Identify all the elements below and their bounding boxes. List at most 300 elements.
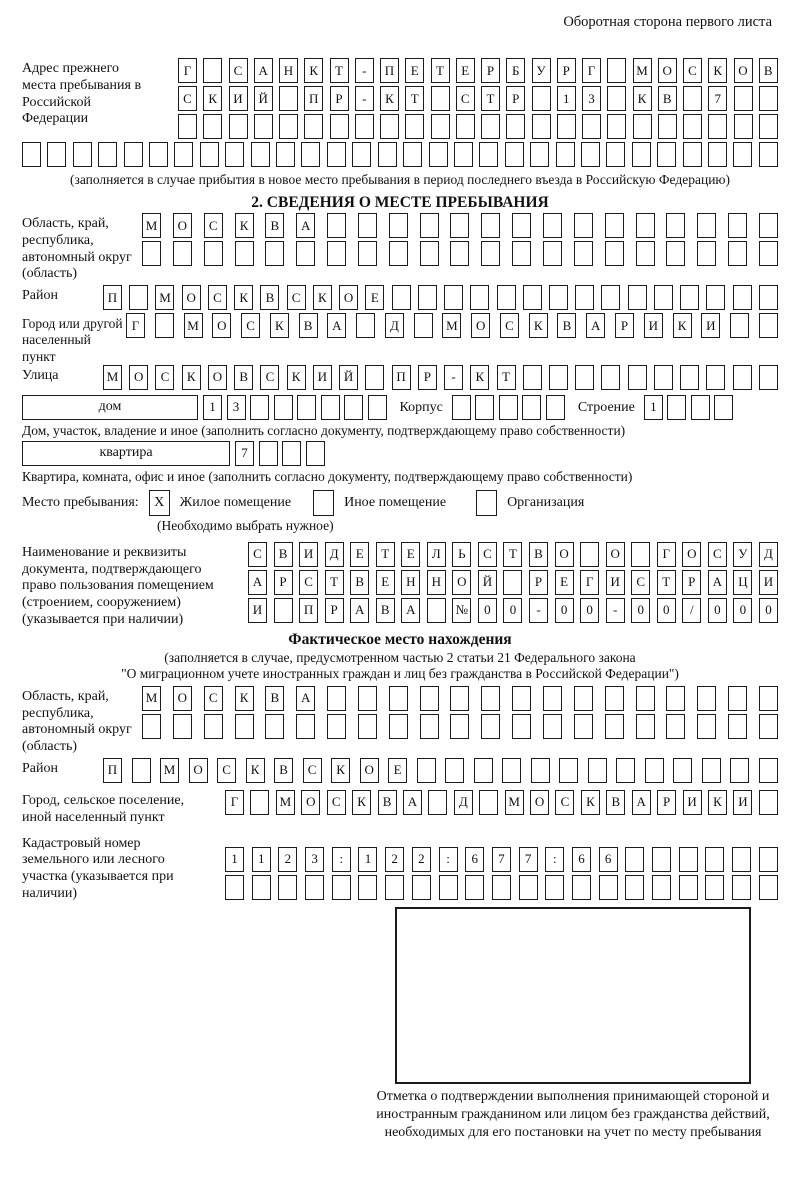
- char-cell: [605, 241, 624, 266]
- char-cell: С: [631, 570, 650, 595]
- char-cell: [616, 758, 635, 783]
- char-cell: [733, 365, 752, 390]
- char-cell: [301, 142, 320, 167]
- char-cell: [759, 86, 778, 111]
- char-cell: Й: [339, 365, 358, 390]
- char-cell: [599, 875, 618, 900]
- char-cell: М: [276, 790, 295, 815]
- apartment-note: Квартира, комната, офис и иное (заполнить согласно документу, подтверждающему право собственности): [22, 468, 633, 484]
- char-cell: И: [299, 542, 318, 567]
- char-cell: [732, 875, 751, 900]
- char-cell: [759, 142, 778, 167]
- char-cell: 6: [572, 847, 591, 872]
- char-cell: М: [103, 365, 122, 390]
- char-cell: [512, 686, 531, 711]
- char-cell: В: [658, 86, 677, 111]
- char-cell: [582, 114, 601, 139]
- char-cell: [429, 142, 448, 167]
- char-cell: Й: [254, 86, 273, 111]
- char-cell: [204, 714, 223, 739]
- document-label: Наименование и реквизиты документа, подтверждающего право пользования помещением (строением, сооружением) (указывается при наличии): [22, 544, 214, 627]
- char-cell: /: [682, 598, 701, 623]
- char-cell: П: [304, 86, 323, 111]
- char-cell: А: [350, 598, 369, 623]
- char-cell: :: [545, 847, 564, 872]
- char-cell: В: [378, 790, 397, 815]
- char-cell: [683, 86, 702, 111]
- char-cell: :: [439, 847, 458, 872]
- char-cell: [178, 114, 197, 139]
- char-cell: [235, 241, 254, 266]
- char-cell: О: [530, 790, 549, 815]
- char-cell: [431, 114, 450, 139]
- char-cell: [575, 365, 594, 390]
- char-cell: 3: [582, 86, 601, 111]
- char-cell: С: [327, 790, 346, 815]
- char-cell: [625, 875, 644, 900]
- char-cell: [327, 142, 346, 167]
- char-cell: Р: [557, 58, 576, 83]
- char-cell: [512, 714, 531, 739]
- char-cell: [512, 241, 531, 266]
- char-cell: К: [270, 313, 289, 338]
- char-cell: [368, 395, 387, 420]
- char-cell: [680, 285, 699, 310]
- char-cell: [759, 714, 778, 739]
- apartment-cells: [235, 441, 325, 466]
- char-cell: А: [708, 570, 727, 595]
- char-cell: 0: [657, 598, 676, 623]
- char-cell: [697, 686, 716, 711]
- char-cell: Р: [418, 365, 437, 390]
- char-cell: [691, 395, 710, 420]
- char-cell: [728, 686, 747, 711]
- char-cell: [235, 714, 254, 739]
- char-cell: [680, 365, 699, 390]
- region-row-1: [142, 213, 778, 238]
- char-cell: [385, 875, 404, 900]
- char-cell: [250, 790, 269, 815]
- char-cell: [481, 213, 500, 238]
- cadastral-row-1: [225, 847, 778, 872]
- char-cell: Е: [365, 285, 384, 310]
- char-cell: 1: [203, 395, 222, 420]
- char-cell: [607, 114, 626, 139]
- char-cell: К: [182, 365, 201, 390]
- actual-district-label: Район: [22, 760, 58, 776]
- region-row-2: [142, 241, 778, 266]
- char-cell: [759, 875, 778, 900]
- char-cell: [155, 313, 174, 338]
- char-cell: Р: [481, 58, 500, 83]
- cadastral-label: Кадастровый номер земельного или лесного участка (указывается при наличии): [22, 835, 174, 901]
- char-cell: [706, 285, 725, 310]
- char-cell: И: [733, 790, 752, 815]
- char-cell: П: [380, 58, 399, 83]
- char-cell: С: [204, 213, 223, 238]
- char-cell: О: [606, 542, 625, 567]
- stay-type-label: Место пребывания:: [22, 494, 139, 510]
- char-cell: [522, 395, 541, 420]
- char-cell: [479, 790, 498, 815]
- char-cell: И: [701, 313, 720, 338]
- char-cell: Д: [454, 790, 473, 815]
- char-cell: [636, 241, 655, 266]
- char-cell: [714, 395, 733, 420]
- char-cell: [296, 241, 315, 266]
- char-cell: Е: [376, 570, 395, 595]
- char-cell: К: [708, 790, 727, 815]
- char-cell: -: [529, 598, 548, 623]
- char-cell: О: [129, 365, 148, 390]
- stroenie-cells: [644, 395, 734, 420]
- char-cell: [250, 395, 269, 420]
- char-cell: [420, 241, 439, 266]
- city-row: [126, 313, 778, 338]
- char-cell: [636, 686, 655, 711]
- char-cell: Р: [325, 598, 344, 623]
- char-cell: А: [296, 686, 315, 711]
- char-cell: [702, 758, 721, 783]
- char-cell: С: [208, 285, 227, 310]
- char-cell: [403, 142, 422, 167]
- char-cell: [519, 875, 538, 900]
- char-cell: С: [248, 542, 267, 567]
- char-cell: 3: [227, 395, 246, 420]
- char-cell: [225, 142, 244, 167]
- char-cell: [523, 285, 542, 310]
- char-cell: [22, 142, 41, 167]
- char-cell: [282, 441, 301, 466]
- char-cell: А: [586, 313, 605, 338]
- char-cell: [628, 285, 647, 310]
- prev-address-row-4-fullwidth: [22, 142, 778, 167]
- char-cell: В: [606, 790, 625, 815]
- stay-type-checkbox-organization: [476, 490, 497, 516]
- char-cell: [355, 114, 374, 139]
- char-cell: О: [658, 58, 677, 83]
- char-cell: [481, 114, 500, 139]
- actual-district-field: [22, 758, 778, 786]
- char-cell: Л: [427, 542, 446, 567]
- char-cell: О: [173, 213, 192, 238]
- char-cell: С: [299, 570, 318, 595]
- char-cell: Е: [401, 542, 420, 567]
- char-cell: [601, 365, 620, 390]
- char-cell: [327, 241, 346, 266]
- char-cell: [358, 686, 377, 711]
- char-cell: [734, 86, 753, 111]
- char-cell: 0: [503, 598, 522, 623]
- stamp-caption: Отметка о подтверждении выполнения принимающей стороной и иностранным гражданином или лицом без гражданства действий, необходимых для его постановки на учет по месту пребывания: [376, 1088, 770, 1141]
- char-cell: [389, 213, 408, 238]
- char-cell: П: [299, 598, 318, 623]
- region-field: [22, 213, 778, 283]
- char-cell: [274, 395, 293, 420]
- char-cell: Н: [279, 58, 298, 83]
- char-cell: С: [178, 86, 197, 111]
- char-cell: Ь: [452, 542, 471, 567]
- char-cell: К: [246, 758, 265, 783]
- char-cell: [405, 114, 424, 139]
- stay-type-option-residential: Жилое помещение: [179, 494, 292, 510]
- char-cell: [512, 213, 531, 238]
- char-cell: С: [241, 313, 260, 338]
- stay-type-option-organization: Организация: [507, 494, 585, 510]
- char-cell: [697, 714, 716, 739]
- section2-title: 2. СВЕДЕНИЯ О МЕСТЕ ПРЕБЫВАНИЯ: [251, 194, 549, 211]
- char-cell: О: [452, 570, 471, 595]
- char-cell: А: [248, 570, 267, 595]
- document-row-1: [248, 542, 778, 567]
- char-cell: [625, 847, 644, 872]
- char-cell: [574, 686, 593, 711]
- char-cell: [254, 114, 273, 139]
- district-row: [103, 285, 778, 310]
- char-cell: [492, 875, 511, 900]
- char-cell: [705, 875, 724, 900]
- char-cell: М: [142, 213, 161, 238]
- house-number-cells: [203, 395, 387, 420]
- char-cell: М: [505, 790, 524, 815]
- char-cell: [654, 285, 673, 310]
- char-cell: [734, 114, 753, 139]
- char-cell: [549, 285, 568, 310]
- char-cell: [204, 241, 223, 266]
- char-cell: [358, 241, 377, 266]
- char-cell: [545, 875, 564, 900]
- char-cell: Т: [481, 86, 500, 111]
- char-cell: В: [234, 365, 253, 390]
- char-cell: [632, 142, 651, 167]
- district-field: [22, 285, 778, 313]
- char-cell: [389, 686, 408, 711]
- char-cell: [759, 847, 778, 872]
- actual-city-field: [22, 790, 778, 827]
- char-cell: Т: [325, 570, 344, 595]
- char-cell: [759, 285, 778, 310]
- char-cell: [251, 142, 270, 167]
- char-cell: Г: [126, 313, 145, 338]
- char-cell: [636, 213, 655, 238]
- char-cell: :: [332, 847, 351, 872]
- char-cell: [657, 142, 676, 167]
- char-cell: О: [339, 285, 358, 310]
- char-cell: [378, 142, 397, 167]
- char-cell: Р: [657, 790, 676, 815]
- char-cell: [392, 285, 411, 310]
- char-cell: [666, 714, 685, 739]
- char-cell: 0: [555, 598, 574, 623]
- char-cell: [759, 313, 778, 338]
- char-cell: [732, 847, 751, 872]
- char-cell: А: [254, 58, 273, 83]
- char-cell: [417, 758, 436, 783]
- char-cell: П: [392, 365, 411, 390]
- district-label: Район: [22, 288, 58, 304]
- char-cell: [274, 598, 293, 623]
- char-cell: [697, 241, 716, 266]
- actual-district-row: [103, 758, 778, 783]
- char-cell: Г: [580, 570, 599, 595]
- char-cell: [475, 395, 494, 420]
- char-cell: Г: [225, 790, 244, 815]
- char-cell: [129, 285, 148, 310]
- char-cell: [733, 285, 752, 310]
- region-rows: [142, 213, 778, 269]
- char-cell: -: [444, 365, 463, 390]
- char-cell: [666, 686, 685, 711]
- char-cell: [420, 686, 439, 711]
- actual-region-rows: [142, 686, 778, 742]
- char-cell: К: [331, 758, 350, 783]
- char-cell: А: [296, 213, 315, 238]
- char-cell: [607, 86, 626, 111]
- char-cell: [229, 114, 248, 139]
- char-cell: Р: [274, 570, 293, 595]
- char-cell: Д: [759, 542, 778, 567]
- char-cell: [759, 114, 778, 139]
- char-cell: [499, 395, 518, 420]
- char-cell: Е: [350, 542, 369, 567]
- stay-type-checkbox-residential: X: [149, 490, 170, 516]
- char-cell: [728, 714, 747, 739]
- actual-location-title: Фактическое место нахождения: [288, 630, 512, 648]
- stay-type-note: (Необходимо выбрать нужное): [157, 517, 334, 533]
- char-cell: О: [212, 313, 231, 338]
- char-cell: [174, 142, 193, 167]
- char-cell: В: [265, 686, 284, 711]
- char-cell: М: [142, 686, 161, 711]
- apartment-row: [22, 441, 778, 466]
- actual-city-row: [225, 790, 778, 815]
- char-cell: [306, 441, 325, 466]
- char-cell: [543, 241, 562, 266]
- char-cell: 1: [225, 847, 244, 872]
- char-cell: [278, 875, 297, 900]
- char-cell: [683, 142, 702, 167]
- document-row-3: [248, 598, 778, 623]
- char-cell: А: [403, 790, 422, 815]
- char-cell: А: [327, 313, 346, 338]
- char-cell: 0: [631, 598, 650, 623]
- char-cell: [759, 241, 778, 266]
- char-cell: [327, 686, 346, 711]
- char-cell: [759, 365, 778, 390]
- char-cell: [450, 213, 469, 238]
- char-cell: [358, 213, 377, 238]
- char-cell: [365, 365, 384, 390]
- char-cell: Д: [325, 542, 344, 567]
- char-cell: [279, 86, 298, 111]
- char-cell: [730, 313, 749, 338]
- char-cell: [420, 714, 439, 739]
- char-cell: Н: [427, 570, 446, 595]
- char-cell: [474, 758, 493, 783]
- char-cell: Н: [401, 570, 420, 595]
- char-cell: [327, 714, 346, 739]
- char-cell: [427, 598, 446, 623]
- char-cell: И: [313, 365, 332, 390]
- char-cell: [759, 686, 778, 711]
- korpus-label: Корпус: [399, 399, 443, 415]
- char-cell: [297, 395, 316, 420]
- char-cell: В: [759, 58, 778, 83]
- char-cell: 0: [733, 598, 752, 623]
- char-cell: [543, 213, 562, 238]
- char-cell: Р: [682, 570, 701, 595]
- char-cell: О: [301, 790, 320, 815]
- prev-address-label: Адрес прежнего места пребывания в Российской Федерации: [22, 61, 142, 127]
- char-cell: О: [189, 758, 208, 783]
- char-cell: 6: [465, 847, 484, 872]
- char-cell: К: [313, 285, 332, 310]
- char-cell: П: [103, 285, 122, 310]
- char-cell: [556, 142, 575, 167]
- char-cell: [532, 114, 551, 139]
- char-cell: [606, 142, 625, 167]
- char-cell: [450, 686, 469, 711]
- char-cell: М: [184, 313, 203, 338]
- char-cell: [581, 142, 600, 167]
- char-cell: [605, 714, 624, 739]
- char-cell: К: [304, 58, 323, 83]
- char-cell: К: [529, 313, 548, 338]
- char-cell: [706, 365, 725, 390]
- confirmation-stamp-box: [395, 907, 751, 1084]
- char-cell: [445, 758, 464, 783]
- char-cell: К: [287, 365, 306, 390]
- char-cell: [73, 142, 92, 167]
- char-cell: 7: [492, 847, 511, 872]
- char-cell: [276, 142, 295, 167]
- char-cell: М: [442, 313, 461, 338]
- char-cell: [452, 395, 471, 420]
- char-cell: [332, 875, 351, 900]
- prev-address-row-2: [178, 86, 778, 111]
- char-cell: [580, 542, 599, 567]
- char-cell: [418, 285, 437, 310]
- char-cell: [697, 213, 716, 238]
- char-cell: 1: [644, 395, 663, 420]
- actual-city-label: Город, сельское поселение, иной населенный пункт: [22, 792, 185, 825]
- char-cell: [574, 213, 593, 238]
- street-label: Улица: [22, 367, 59, 383]
- char-cell: К: [203, 86, 222, 111]
- char-cell: 0: [478, 598, 497, 623]
- char-cell: [265, 241, 284, 266]
- char-cell: И: [683, 790, 702, 815]
- char-cell: И: [759, 570, 778, 595]
- char-cell: Т: [497, 365, 516, 390]
- char-cell: А: [401, 598, 420, 623]
- char-cell: У: [532, 58, 551, 83]
- stroenie-label: Строение: [577, 399, 635, 415]
- actual-region-row-2: [142, 714, 778, 739]
- stay-type-row: [22, 490, 778, 516]
- char-cell: [203, 58, 222, 83]
- char-cell: [543, 714, 562, 739]
- char-cell: М: [160, 758, 179, 783]
- char-cell: [531, 758, 550, 783]
- char-cell: [605, 686, 624, 711]
- char-cell: К: [380, 86, 399, 111]
- char-cell: В: [274, 758, 293, 783]
- char-cell: -: [606, 598, 625, 623]
- char-cell: [321, 395, 340, 420]
- char-cell: С: [500, 313, 519, 338]
- char-cell: [505, 142, 524, 167]
